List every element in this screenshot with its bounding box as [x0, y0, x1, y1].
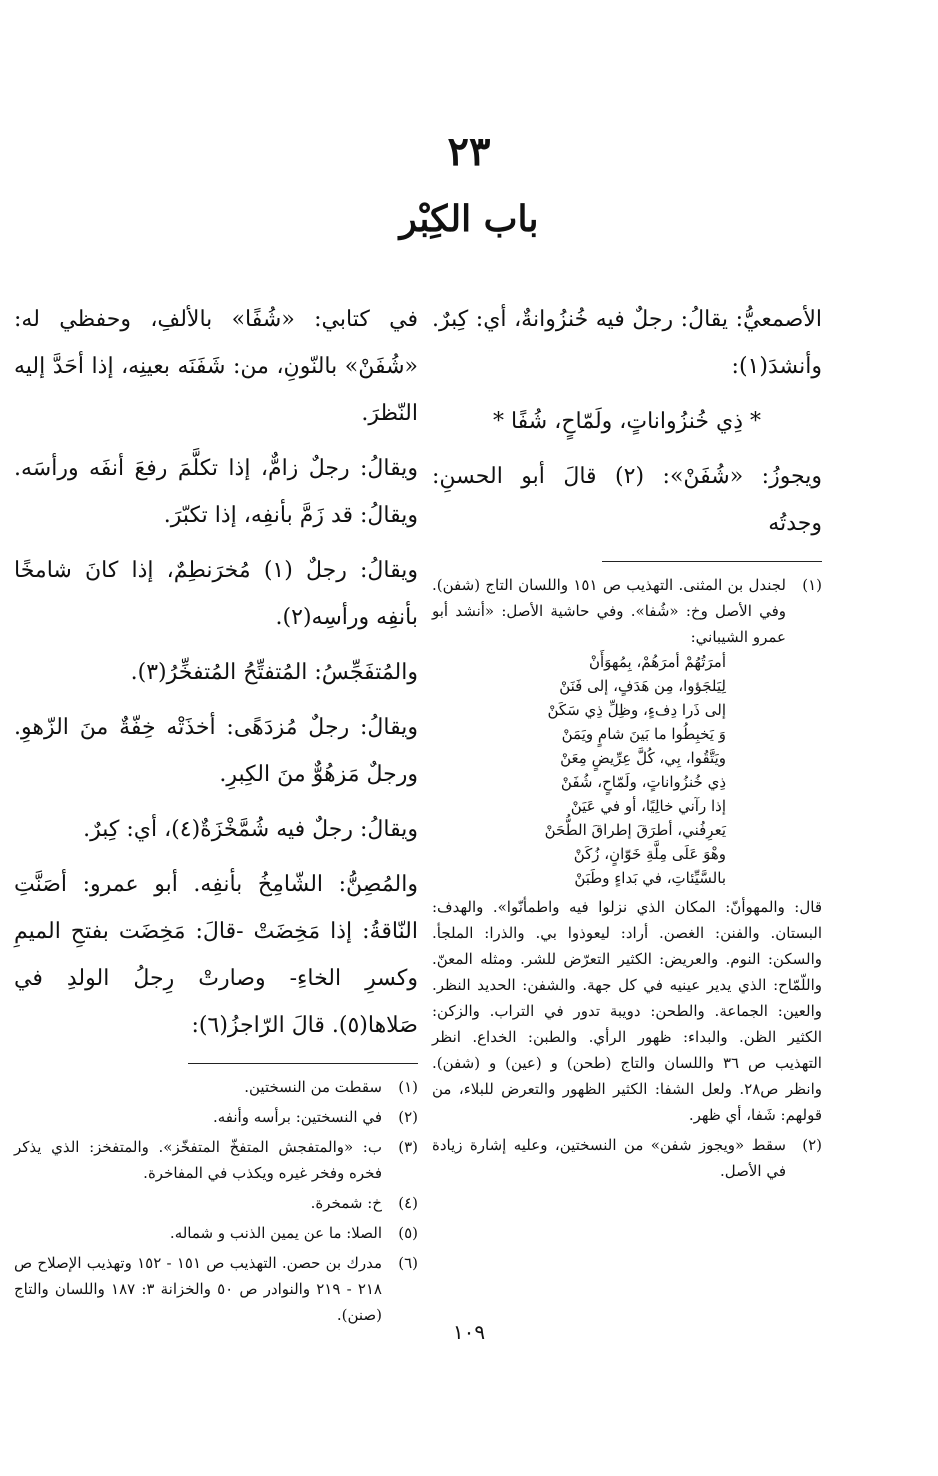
- footnote-separator: [188, 1063, 418, 1064]
- main-paragraph: ويقالُ: رجلٌ فيه شُمَّخْزَةٌ(٤)، أي: كِبرٌ.: [83, 817, 418, 842]
- poem-line: يَعرِفُني، أطرَقَ إطراقَ الطُّحَنْ: [544, 821, 726, 839]
- footnote: [14, 1190, 418, 1216]
- footnote-number: (٤): [398, 1194, 418, 1212]
- footnote: [14, 1134, 418, 1186]
- main-paragraph: ويقالُ: رجلٌ (١) مُخرَنطِمٌ، إذا كانَ شامخًا بأنفِه ورأسِه(٢).: [14, 558, 418, 630]
- footnote-text: سقط «ويجوز شفن» من النسختين، وعليه إشارة زيادة في الأصل.: [432, 1136, 786, 1180]
- right-column: [432, 296, 822, 1188]
- footnote-text: قال: والمهوأنّ: المكان الذي نزلوا فيه واطمأنّوا». والهدف: البستان. والفنن: الغصن. أراد: ليعوذوا بي. والذرا: الملجأ. والسكن: النوم. والعريض: الكثير التعرّض للشر. ومثله المعنّ. واللّمّاح: الذي يدير عينيه في كل جهة. والشفن: الحديد النظر. والعين: الجماعة. والطحن: دويبة تدور في التراب. والزكن: الكثير الظن. والبداء: ظهور الرأي. والطبن: الخداع. انظر التهذيب ص ٣٦ واللسان والتاج (طحن) و (عين) و (شفن). وانظر ص٢٨. ولعل الشفا: الكثير الظهور والتعرض للبلاء، من قولهم: شَفا، أي ظهر.: [432, 898, 823, 1124]
- footnote-number: (٣): [398, 1138, 418, 1156]
- footnote-number: (٢): [398, 1108, 418, 1126]
- poem-line: لِيَلجَؤوا، مِن هَدَفٍ، إلى فَنَنْ: [559, 677, 726, 695]
- left-column: [14, 296, 418, 1332]
- footnote-text: ب: «والمتفجش المتفخّ المتفخّز». والمتفخز: الذي يذكر فخره وفخر غيره ويكذب في المفاخرة.: [14, 1138, 382, 1182]
- footnote-body: [432, 572, 786, 890]
- footnote-separator: [602, 561, 822, 562]
- footnote: [432, 572, 822, 890]
- poem-line: إلى ذَرا دِفءٍ، وظِلِّ ذِي سَكَنْ: [547, 701, 726, 719]
- poem-line: أمرَتُهُمْ أمرَهُمْ، بِمُهوَأَنْ: [589, 653, 726, 671]
- main-paragraph: والمُتفَجِّسُ: المُتفتِّحُ المُتفخِّرُ(٣).: [130, 660, 418, 685]
- poem-line: ذِي خُنزُواناتٍ، ولَمّاحٍ، شُفَنْ: [560, 773, 726, 791]
- main-paragraph: ويقالُ: رجلٌ مُزدَهًى: أخذَتْه خِفّةٌ منَ الزّهوِ. ورجلٌ مَزهُوٌّ منَ الكِبرِ.: [14, 715, 418, 787]
- main-paragraph: والمُصِنُّ: الشّامِخُ بأنفِه. أبو عمرو: أصَنَّتِ النّاقةُ: إذا مَخِضَتْ -قالَ: مَخِضَت بفتحِ الميمِ وكسرِ الخاءِ- وصارتْ رِجلُ الولدِ في صَلاها(٥). قالَ الرّاجزُ(٦):: [14, 872, 418, 1038]
- poem-line: بالسَّيِّئاتِ، في بَداءٍ وطَبَنْ: [574, 869, 726, 887]
- footnote-text: سقطت من النسختين.: [244, 1078, 382, 1096]
- footnote-text: خ: شمخرة.: [310, 1194, 382, 1212]
- poem-line: إذا رآني خالِيًا، أو في عَيَنْ: [570, 797, 726, 815]
- poem-line: وَ يَخبِطُوا ما بَينَ شامٍ ويَمَنْ: [561, 725, 726, 743]
- footnote-number: (٥): [398, 1224, 418, 1242]
- footnote-continuation: [432, 894, 822, 1128]
- footnote-number: (١): [398, 1078, 418, 1096]
- footnote-text: لجندل بن المثنى. التهذيب ص ١٥١ واللسان التاج (شفن). وفي الأصل وخ: «شُفا». وفي حاشية الأصل: «أنشد أبو عمرو الشيباني:: [432, 576, 786, 646]
- chapter-number: ٢٣: [447, 128, 491, 175]
- page-number: ١٠٩: [452, 1320, 486, 1344]
- footnote-text: مدرك بن حصن. التهذيب ص ١٥١ - ١٥٢ وتهذيب الإصلاح ص ٢١٨ - ٢١٩ والنوادر ص ٥٠ والخزانة ٣: ١٨٧ واللسان والتاج (صنن).: [14, 1254, 382, 1324]
- poem-line: وهْوَ عَلَى مِلَّةِ خَوّانٍ، زُكَنْ: [573, 845, 726, 863]
- footnote-text: الصلا: ما عن يمين الذنب و شماله.: [169, 1224, 382, 1242]
- footnote-number: (١): [802, 576, 822, 594]
- footnote-number: (٦): [398, 1254, 418, 1272]
- footnote: [432, 1132, 822, 1184]
- footnote-text: في النسختين: برأسه وأنفه.: [212, 1108, 382, 1126]
- main-paragraph: ويجوزُ: «شُفَنْ»: (٢) قالَ أبو الحسنِ: وجدتُه: [432, 464, 823, 536]
- main-paragraph: في كتابي: «شُفًا» بالألفِ، وحفظي له: «شُفَنْ» بالنّونِ، من: شَفَنَه بعينِه، إذا أحَدَّ إليه النّظرَ.: [14, 307, 418, 426]
- poem-line: ويَتَّقُوا، بِي، كُلَّ عِرِّيضٍ مِعَنْ: [560, 749, 726, 767]
- footnote: [14, 1250, 418, 1328]
- verse-line: * ذِي خُنزُواناتٍ، ولَمّاحٍ، شُفًا *: [492, 409, 762, 434]
- footnote: [14, 1220, 418, 1246]
- footnote-number: (٢): [802, 1136, 822, 1154]
- main-paragraph: الأصمعيُّ: يقالُ: رجلٌ فيه خُنزُوانةٌ، أي: كِبرٌ. وأنشدَ(١):: [432, 307, 822, 379]
- footnote: [14, 1104, 418, 1130]
- footnote: [14, 1074, 418, 1100]
- main-paragraph: ويقالُ: رجلٌ زامٌّ، إذا تكلَّمَ رفعَ أنفَه ورأسَه. ويقالُ: قد زَمَّ بأنفِه، إذا تكبّرَ.: [14, 456, 418, 528]
- chapter-title: باب الكِبْر: [399, 198, 539, 240]
